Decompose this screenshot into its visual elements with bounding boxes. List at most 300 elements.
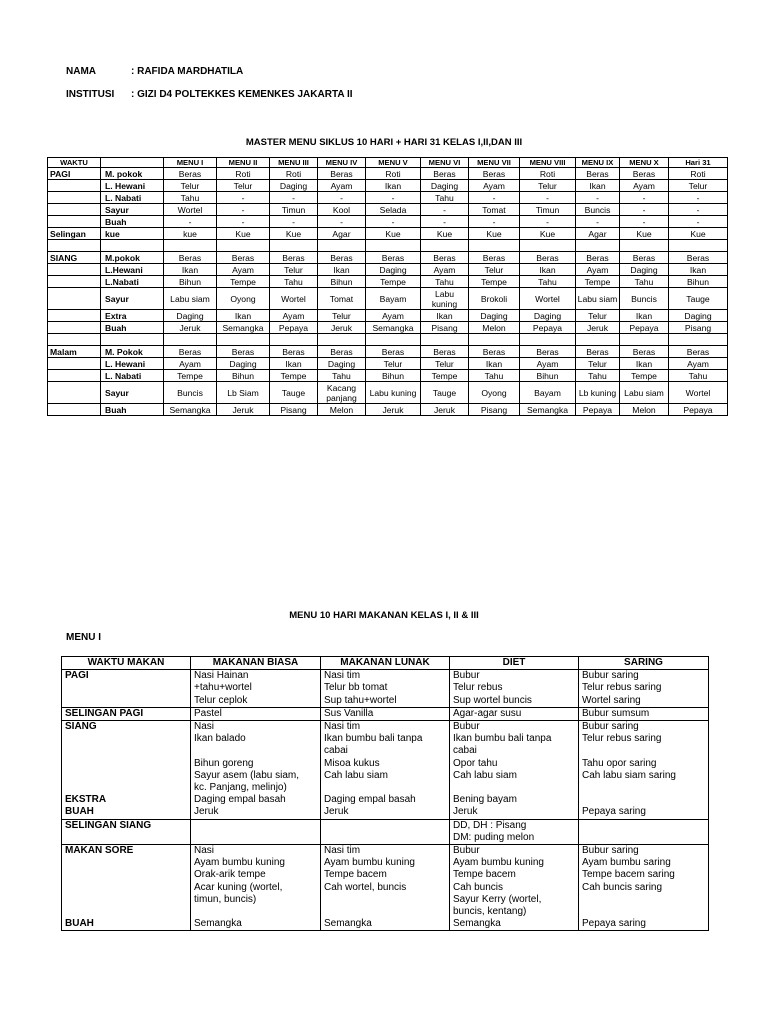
component-cell: M. pokok (101, 168, 164, 180)
cell-line: Telur rebus saring (582, 682, 662, 694)
menu-cell: Ayam (318, 180, 366, 192)
cell-line: Tahu opor saring (582, 757, 657, 769)
menu-cell: Beras (270, 252, 318, 264)
menu-cell: Ikan (520, 264, 576, 276)
master-header-cell: WAKTU (48, 158, 101, 168)
cell-line: Sus Vanilla (324, 707, 374, 719)
menu-cell: Beras (318, 346, 366, 358)
nama-value: : RAFIDA MARDHATILA (131, 66, 244, 77)
menu-cell: Pepaya (576, 404, 620, 416)
cell-line: Wortel saring (582, 694, 641, 706)
menu-cell: Melon (620, 404, 669, 416)
component-cell: Buah (101, 404, 164, 416)
master-row (48, 228, 728, 240)
menu-cell: Tahu (520, 276, 576, 288)
menu-cell: Tempe (421, 370, 469, 382)
menu-i-cell (191, 845, 321, 931)
master-menu-title: MASTER MENU SIKLUS 10 HARI + HARI 31 KELAS I,II,DAN III (245, 137, 523, 148)
waktu-cell (48, 322, 101, 334)
menu-cell: Wortel (270, 288, 318, 310)
cell-line (582, 745, 705, 757)
menu10-title: MENU 10 HARI MAKANAN KELAS I, II & III (289, 610, 479, 621)
waktu-cell (48, 192, 101, 204)
waktu-cell (48, 382, 101, 404)
menu-cell: Agar (318, 228, 366, 240)
cell-line: Sayur Kerry (wortel, (453, 893, 542, 905)
cell-line (65, 758, 187, 770)
menu-i-cell (450, 721, 579, 820)
master-row (48, 204, 728, 216)
cell-line: Nasi tim (324, 721, 361, 733)
menu-cell: Beras (421, 168, 469, 180)
menu-cell: Tauge (669, 288, 728, 310)
menu-cell: Ayam (576, 264, 620, 276)
cell-line (65, 906, 187, 918)
menu-cell: Pepaya (520, 322, 576, 334)
menu-cell: Wortel (520, 288, 576, 310)
menu-cell: Kue (620, 228, 669, 240)
menu-cell: Beras (421, 252, 469, 264)
cell-line: Pepaya saring (582, 806, 646, 818)
master-header-cell: MENU IV (318, 158, 366, 168)
cell-line: Daging empal basah (324, 794, 416, 806)
menu-cell: Ikan (270, 358, 318, 370)
menu-cell: Lb Siam (217, 382, 270, 404)
menu-i-cell (579, 845, 709, 931)
cell-line: Telur rebus saring (582, 733, 662, 745)
menu-cell: Melon (318, 404, 366, 416)
menu-cell: Labu siam (164, 288, 217, 310)
cell-line: Bubur (453, 670, 480, 682)
menu-cell: Beras (620, 168, 669, 180)
cell-line: Orak-arik tempe (194, 869, 266, 881)
menu-cell: Tahu (669, 370, 728, 382)
cell-line: Cah labu siam saring (582, 769, 676, 781)
menu-cell: Ikan (421, 310, 469, 322)
menu-cell: Beras (366, 346, 421, 358)
menu-cell: Buncis (164, 382, 217, 404)
cell-line: Ikan bumbu bali tanpa (453, 733, 552, 745)
menu-cell: - (469, 192, 520, 204)
menu-cell: Jeruk (318, 322, 366, 334)
menu-cell: - (669, 204, 728, 216)
menu-cell: Roti (366, 168, 421, 180)
menu-cell: Daging (620, 264, 669, 276)
menu-cell: Tauge (270, 382, 318, 404)
menu-cell: Telur (421, 358, 469, 370)
menu-cell: Bihun (164, 276, 217, 288)
cell-line: Cah labu siam (324, 769, 388, 781)
menu-cell: Ayam (366, 310, 421, 322)
cell-line: Bening bayam (453, 794, 517, 806)
menu-cell (421, 334, 469, 346)
menu-cell: Ikan (669, 264, 728, 276)
menu-cell: Beras (576, 168, 620, 180)
menu-i-cell (321, 721, 450, 820)
menu-cell (576, 334, 620, 346)
menu-cell: - (576, 216, 620, 228)
cell-line (582, 894, 705, 906)
menu-i-cell (579, 670, 709, 708)
menu-cell: Bayam (520, 382, 576, 404)
cell-line: Ayam bumbu kuning (453, 857, 544, 869)
menu-cell (520, 334, 576, 346)
cell-line: Nasi tim (324, 845, 361, 857)
waktu-cell (48, 276, 101, 288)
menu-cell: Labu siam (576, 288, 620, 310)
cell-line: Acar kuning (wortel, (194, 881, 283, 893)
menu-cell: - (318, 192, 366, 204)
menu-cell: Beras (318, 252, 366, 264)
waktu-cell (48, 180, 101, 192)
menu-i-header-cell: SARING (579, 657, 709, 670)
menu-cell (669, 240, 728, 252)
menu-cell: Beras (217, 346, 270, 358)
menu-cell (421, 240, 469, 252)
menu-cell: - (469, 216, 520, 228)
menu-cell: - (217, 216, 270, 228)
menu-cell: Ikan (620, 358, 669, 370)
menu-cell: Wortel (164, 204, 217, 216)
cell-line: SELINGAN SIANG (65, 819, 152, 831)
menu-cell: Beras (164, 252, 217, 264)
waktu-cell: SIANG (48, 252, 101, 264)
menu-cell: Daging (217, 358, 270, 370)
menu-cell: Melon (469, 322, 520, 334)
cell-line: Sayur asem (labu siam, (194, 769, 300, 781)
menu-cell: - (366, 216, 421, 228)
menu-cell (270, 240, 318, 252)
cell-line: EKSTRA (65, 794, 107, 806)
waktu-cell (48, 288, 101, 310)
menu-cell: Semangka (217, 322, 270, 334)
menu-cell: - (669, 216, 728, 228)
menu-cell (164, 334, 217, 346)
menu-cell: Pisang (469, 404, 520, 416)
master-row (48, 180, 728, 192)
menu-cell: Beras (620, 252, 669, 264)
menu-i-row (62, 845, 709, 931)
menu-cell: Beras (421, 346, 469, 358)
cell-line: SIANG (65, 721, 97, 733)
menu-cell (164, 240, 217, 252)
menu-cell: Ayam (217, 264, 270, 276)
waktu-cell (48, 334, 101, 346)
cell-line: Tempe bacem (324, 869, 387, 881)
menu-cell: Telur (576, 310, 620, 322)
menu-cell: Tempe (366, 276, 421, 288)
waktu-cell (48, 370, 101, 382)
cell-line (65, 733, 187, 745)
menu-cell: Wortel (669, 382, 728, 404)
menu-cell: Telur (669, 180, 728, 192)
cell-line: Sup wortel buncis (453, 694, 532, 706)
menu-cell: Beras (366, 252, 421, 264)
cell-line: Telur ceplok (194, 694, 248, 706)
menu-cell: Brokoli (469, 288, 520, 310)
menu-cell: - (669, 192, 728, 204)
menu-cell: Ayam (421, 264, 469, 276)
menu-i-cell (321, 670, 450, 708)
component-cell: Sayur (101, 288, 164, 310)
menu-cell: Tempe (164, 370, 217, 382)
menu-cell: Tempe (576, 276, 620, 288)
menu-cell: - (217, 204, 270, 216)
cell-line: buncis, kentang) (453, 906, 527, 918)
cell-line: Ayam bumbu saring (582, 857, 671, 869)
menu-i-header-row (62, 657, 709, 670)
menu-cell: Telur (520, 180, 576, 192)
master-row (48, 310, 728, 322)
master-header-row (48, 158, 728, 168)
menu-cell: Jeruk (421, 404, 469, 416)
menu-cell (217, 240, 270, 252)
component-cell: M.pokok (101, 252, 164, 264)
menu-cell: Kue (669, 228, 728, 240)
component-cell (101, 240, 164, 252)
waktu-cell (48, 358, 101, 370)
menu-i-cell (191, 707, 321, 720)
master-row (48, 382, 728, 404)
component-cell: Sayur (101, 204, 164, 216)
cell-line: Jeruk (194, 806, 219, 818)
component-cell: L. Nabati (101, 192, 164, 204)
menu-cell: kue (164, 228, 217, 240)
master-header-cell: MENU X (620, 158, 669, 168)
menu-cell: Ayam (469, 180, 520, 192)
menu-cell: Beras (620, 346, 669, 358)
menu-cell: Kue (217, 228, 270, 240)
cell-line: Ayam bumbu kuning (194, 857, 285, 869)
component-cell: Extra (101, 310, 164, 322)
waktu-makan-cell (62, 670, 191, 708)
menu-cell: Oyong (469, 382, 520, 404)
cell-line: Opor tahu (453, 757, 498, 769)
cell-line: Nasi (194, 845, 215, 857)
menu-cell: Kue (366, 228, 421, 240)
master-row (48, 404, 728, 416)
menu-cell: - (270, 192, 318, 204)
menu-cell: Kue (469, 228, 520, 240)
master-header-cell: MENU II (217, 158, 270, 168)
menu-cell: Telur (469, 264, 520, 276)
menu-cell (576, 240, 620, 252)
waktu-cell (48, 404, 101, 416)
menu-cell: Lb kuning (576, 382, 620, 404)
menu-i-cell (191, 721, 321, 820)
menu-cell: Jeruk (366, 404, 421, 416)
menu-cell: Ayam (669, 358, 728, 370)
component-cell: kue (101, 228, 164, 240)
menu-cell: Telur (576, 358, 620, 370)
menu-cell: Daging (366, 264, 421, 276)
cell-line (582, 782, 705, 794)
master-header-cell: MENU V (366, 158, 421, 168)
menu-i-cell (321, 845, 450, 931)
menu-cell: Bihun (366, 370, 421, 382)
menu-cell (620, 334, 669, 346)
menu-cell: Ikan (318, 264, 366, 276)
menu-cell: Daging (270, 180, 318, 192)
menu-cell: Ayam (620, 180, 669, 192)
component-cell (101, 334, 164, 346)
cell-line: Telur rebus (453, 682, 503, 694)
component-cell: L. Nabati (101, 370, 164, 382)
master-row (48, 358, 728, 370)
institusi-value: : GIZI D4 POLTEKKES KEMENKES JAKARTA II (131, 89, 353, 100)
menu-i-cell (321, 819, 450, 844)
cell-line: Cah buncis (453, 881, 504, 893)
master-row (48, 192, 728, 204)
cell-line: Ikan balado (194, 733, 246, 745)
master-row (48, 276, 728, 288)
master-row (48, 264, 728, 276)
menu-cell: - (270, 216, 318, 228)
menu-cell: Tahu (469, 370, 520, 382)
menu-cell: Beras (669, 252, 728, 264)
waktu-cell (48, 216, 101, 228)
menu-cell: Tomat (318, 288, 366, 310)
menu-cell: Roti (270, 168, 318, 180)
cell-line: timun, buncis) (194, 893, 257, 905)
menu-cell: Bihun (669, 276, 728, 288)
menu-cell: Tahu (421, 192, 469, 204)
menu-cell: Daging (421, 180, 469, 192)
menu-i-cell (191, 670, 321, 708)
menu-cell: Beras (469, 346, 520, 358)
cell-line: Misoa kukus (324, 757, 380, 769)
cell-line (582, 820, 705, 832)
menu-cell: Pepaya (620, 322, 669, 334)
cell-line (65, 869, 187, 881)
menu-cell: - (318, 216, 366, 228)
cell-line (582, 906, 705, 918)
cell-line: BUAH (65, 918, 94, 930)
menu-cell: - (366, 192, 421, 204)
cell-line: Bubur sumsum (582, 707, 650, 719)
menu-i-cell (579, 819, 709, 844)
master-header-cell (101, 158, 164, 168)
master-row (48, 252, 728, 264)
menu-cell (469, 334, 520, 346)
menu-cell: Ayam (164, 358, 217, 370)
cell-line: PAGI (65, 670, 89, 682)
cell-line: Cah buncis saring (582, 881, 663, 893)
waktu-makan-cell (62, 819, 191, 844)
menu-i-header-cell: DIET (450, 657, 579, 670)
menu-cell: Timun (270, 204, 318, 216)
menu-cell: - (620, 216, 669, 228)
waktu-cell: Malam (48, 346, 101, 358)
menu-cell: Beras (318, 168, 366, 180)
menu-cell: - (620, 192, 669, 204)
menu-cell (469, 240, 520, 252)
menu-cell: Ikan (164, 264, 217, 276)
cell-line: Telur bb tomat (324, 682, 388, 694)
menu-i-cell (450, 819, 579, 844)
menu-i-row (62, 670, 709, 708)
menu-cell: - (520, 216, 576, 228)
menu-i-cell (321, 707, 450, 720)
menu-cell (366, 240, 421, 252)
menu-cell: Beras (576, 346, 620, 358)
menu-cell (520, 240, 576, 252)
menu-i-cell (579, 721, 709, 820)
menu-cell: Beras (520, 346, 576, 358)
cell-line: Nasi tim (324, 670, 361, 682)
menu-cell: Pisang (270, 404, 318, 416)
menu-cell: Tempe (469, 276, 520, 288)
master-header-cell: MENU VIII (520, 158, 576, 168)
menu-cell: Kue (421, 228, 469, 240)
menu-cell: Daging (520, 310, 576, 322)
menu-cell: Kue (270, 228, 318, 240)
menu-cell: Daging (318, 358, 366, 370)
menu-cell: Tempe (270, 370, 318, 382)
menu-cell: Daging (669, 310, 728, 322)
cell-line: Bubur (453, 845, 480, 857)
cell-line: Semangka (194, 918, 242, 930)
cell-line: MAKAN SORE (65, 845, 134, 857)
nama-label: NAMA (66, 66, 96, 77)
menu-cell: Telur (318, 310, 366, 322)
menu-i-header-cell: MAKANAN BIASA (191, 657, 321, 670)
cell-line: cabai (453, 745, 477, 757)
cell-line (324, 820, 446, 832)
master-row (48, 322, 728, 334)
waktu-cell: PAGI (48, 168, 101, 180)
menu-cell: Buncis (576, 204, 620, 216)
cell-line: Tempe bacem (453, 869, 516, 881)
menu-cell: Roti (217, 168, 270, 180)
menu-i-header-cell: WAKTU MAKAN (62, 657, 191, 670)
cell-line: Nasi Hainan (194, 670, 249, 682)
component-cell: Sayur (101, 382, 164, 404)
menu-i-row (62, 721, 709, 820)
menu-cell: Tauge (421, 382, 469, 404)
menu-i-label: MENU I (66, 632, 101, 643)
menu-cell (669, 334, 728, 346)
institusi-label: INSTITUSI (66, 89, 115, 100)
menu-cell: Beras (669, 346, 728, 358)
cell-line: kc. Panjang, melinjo) (194, 782, 287, 794)
master-header-cell: MENU VII (469, 158, 520, 168)
master-header-cell: MENU III (270, 158, 318, 168)
menu-cell: Roti (669, 168, 728, 180)
menu-cell: Semangka (520, 404, 576, 416)
cell-line: Cah labu siam (453, 769, 517, 781)
menu-cell: Roti (520, 168, 576, 180)
master-row (48, 288, 728, 310)
menu-cell: Beras (164, 168, 217, 180)
menu-cell: Ikan (576, 180, 620, 192)
menu-cell (366, 334, 421, 346)
menu-cell: Buncis (620, 288, 669, 310)
menu-cell: Tahu (164, 192, 217, 204)
cell-line: Semangka (324, 918, 372, 930)
menu-cell: Telur (366, 358, 421, 370)
menu-cell: Beras (217, 252, 270, 264)
menu-cell: Tempe (217, 276, 270, 288)
menu-cell (270, 334, 318, 346)
master-row (48, 240, 728, 252)
menu-cell: - (620, 204, 669, 216)
menu-cell: Ayam (270, 310, 318, 322)
menu-i-cell (450, 845, 579, 931)
cell-line (194, 906, 317, 918)
menu-cell: Ikan (366, 180, 421, 192)
menu-cell: Tempe (620, 370, 669, 382)
